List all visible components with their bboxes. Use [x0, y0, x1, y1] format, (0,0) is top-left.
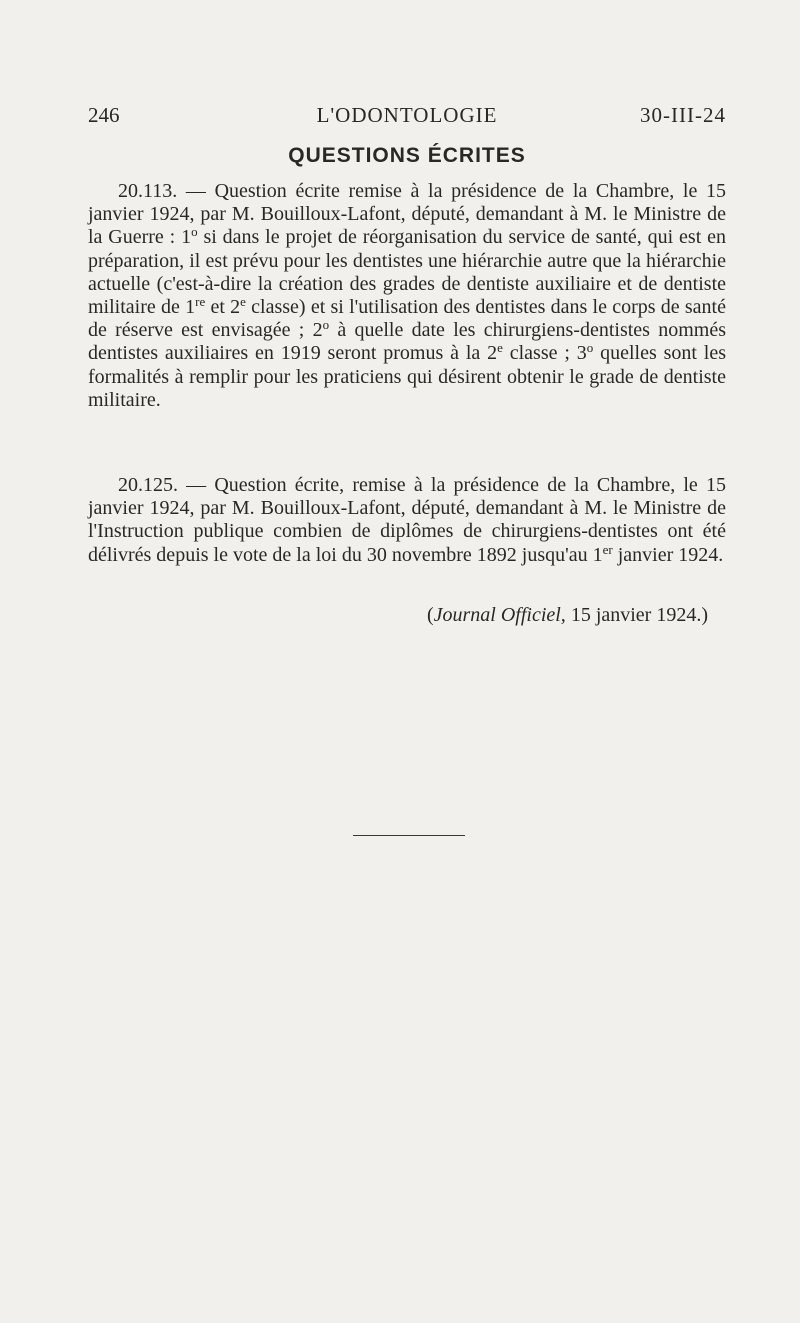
superscript: o: [191, 224, 198, 240]
issue-date: 30-III-24: [640, 103, 726, 127]
source-citation: [427, 603, 708, 627]
section-divider: [353, 835, 465, 836]
superscript: e: [497, 340, 503, 356]
running-header: [88, 100, 726, 130]
question-text: quelles sont les formalités à remplir pour les praticiens qui désirent obtenir le grade de dentiste militaire.: [88, 342, 727, 411]
question-text: janvier 1924.: [612, 543, 724, 566]
source-open-paren: (: [426, 604, 434, 626]
document-page: [88, 0, 726, 1323]
question-text: classe) et si l'utilisation des dentistes dans le corps de santé de réserve est envisagée ; 2: [88, 296, 726, 342]
question-text: classe ; 3: [502, 342, 587, 365]
question-text: et 2: [205, 296, 241, 319]
journal-name: L'ODONTOLOGIE: [316, 103, 498, 127]
question-text: si dans le projet de réorganisation du service de santé, qui est en préparation, il est prévu pour les dentistes une hiérarchie autre que la hiérarchie actuelle (c'est-à-dire la création des grades de dentiste auxiliaire et de dentiste militaire de 1: [88, 226, 726, 319]
superscript: e: [240, 294, 246, 310]
question-20125: [88, 474, 726, 567]
superscript: er: [602, 541, 613, 557]
source-title: Journal Officiel,: [433, 604, 566, 626]
question-text: à quelle date les chirurgiens-dentistes nommés dentistes auxiliaires en 1919 seront promus à la 2: [88, 319, 726, 365]
page-number: 246: [88, 103, 120, 127]
superscript: o: [586, 340, 594, 356]
superscript: re: [195, 294, 206, 310]
question-text: 20.113. — Question écrite remise à la présidence de la Chambre, le 15 janvier 1924, par M. Bouilloux-Lafont, député, demandant à M. le Ministre de la Guerre : 1: [88, 180, 726, 249]
question-text: 20.125. — Question écrite, remise à la présidence de la Chambre, le 15 janvier 1924, par M. Bouilloux-Lafont, député, demandant à M. le Ministre de l'Instruction publique combien de diplômes de chirurgiens-dentistes ont été délivrés depuis le vote de la loi du 30 novembre 1892 jusqu'au 1: [88, 474, 726, 566]
source-date: 15 janvier 1924.): [565, 604, 708, 626]
section-title: QUESTIONS ÉCRITES: [288, 144, 526, 167]
superscript: o: [322, 317, 330, 333]
question-20113: [88, 180, 726, 412]
